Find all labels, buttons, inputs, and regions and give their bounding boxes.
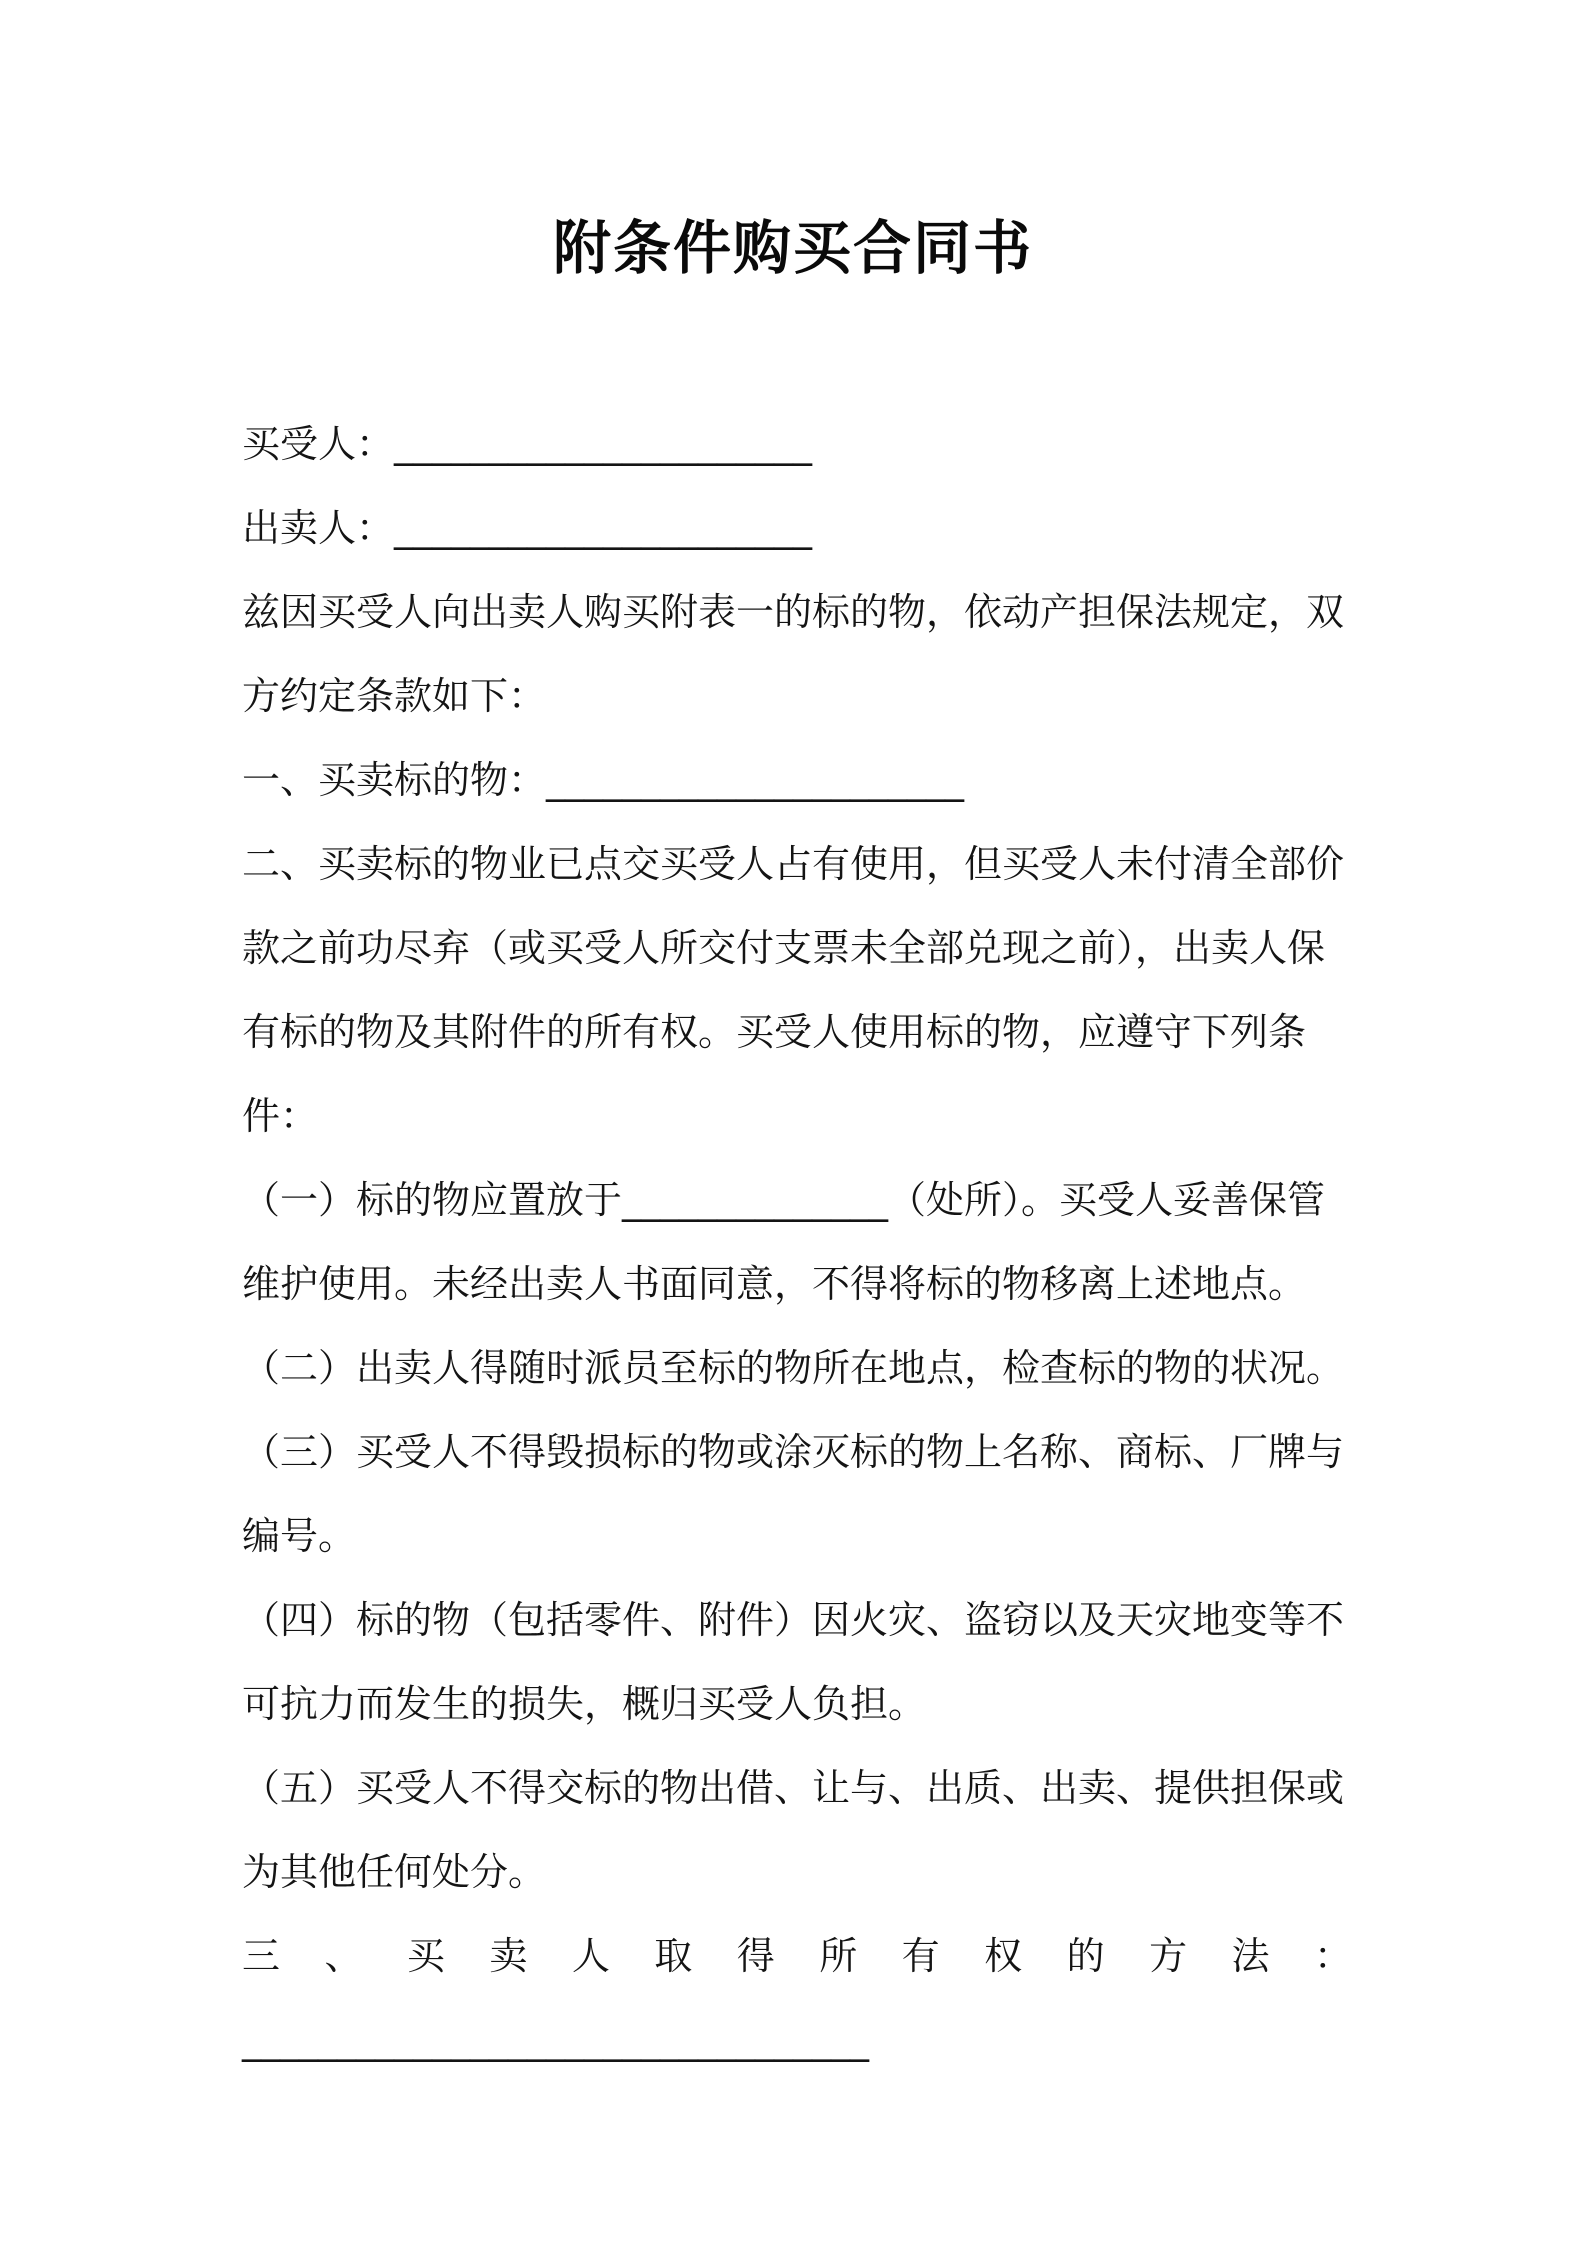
clause-3-blank: _________________________________ — [242, 2018, 869, 2062]
seller-line: 出卖人：______________________ — [242, 506, 813, 550]
document-title: 附条件购买合同书 — [552, 214, 1033, 282]
clause-1: 一、买卖标的物：______________________ — [242, 758, 965, 802]
preamble-paragraph: 兹因买受人向出卖人购买附表一的标的物，依动产担保法规定，双方约定条款如下： — [242, 590, 1345, 718]
clause-2-item-5: （五）买受人不得交标的物出借、让与、出质、出卖、提供担保或为其他任何处分。 — [242, 1766, 1345, 1894]
clause-3: 三、买卖人取得所有权的方法： — [242, 1934, 1352, 1978]
clause-2: 二、买卖标的物业已点交买受人占有使用，但买受人未付清全部价款之前功尽弃（或买受人所交付支票未全部兑现之前），出卖人保有标的物及其附件的所有权。买受人使用标的物，应遵守下列条件： — [242, 842, 1345, 1138]
clause-2-item-4: （四）标的物（包括零件、附件）因火灾、盗窃以及天灾地变等不可抗力而发生的损失，概归买受人负担。 — [242, 1598, 1345, 1726]
clause-2-item-1: （一）标的物应置放于______________（处所）。买受人妥善保管维护使用。未经出卖人书面同意，不得将标的物移离上述地点。 — [242, 1178, 1326, 1306]
clause-2-item-3: （三）买受人不得毁损标的物或涂灭标的物上名称、商标、厂牌与编号。 — [242, 1430, 1345, 1558]
document-body — [242, 402, 1352, 2082]
buyer-line: 买受人：______________________ — [242, 422, 813, 466]
clause-2-item-2: （二）出卖人得随时派员至标的物所在地点，检查标的物的状况。 — [242, 1346, 1345, 1390]
